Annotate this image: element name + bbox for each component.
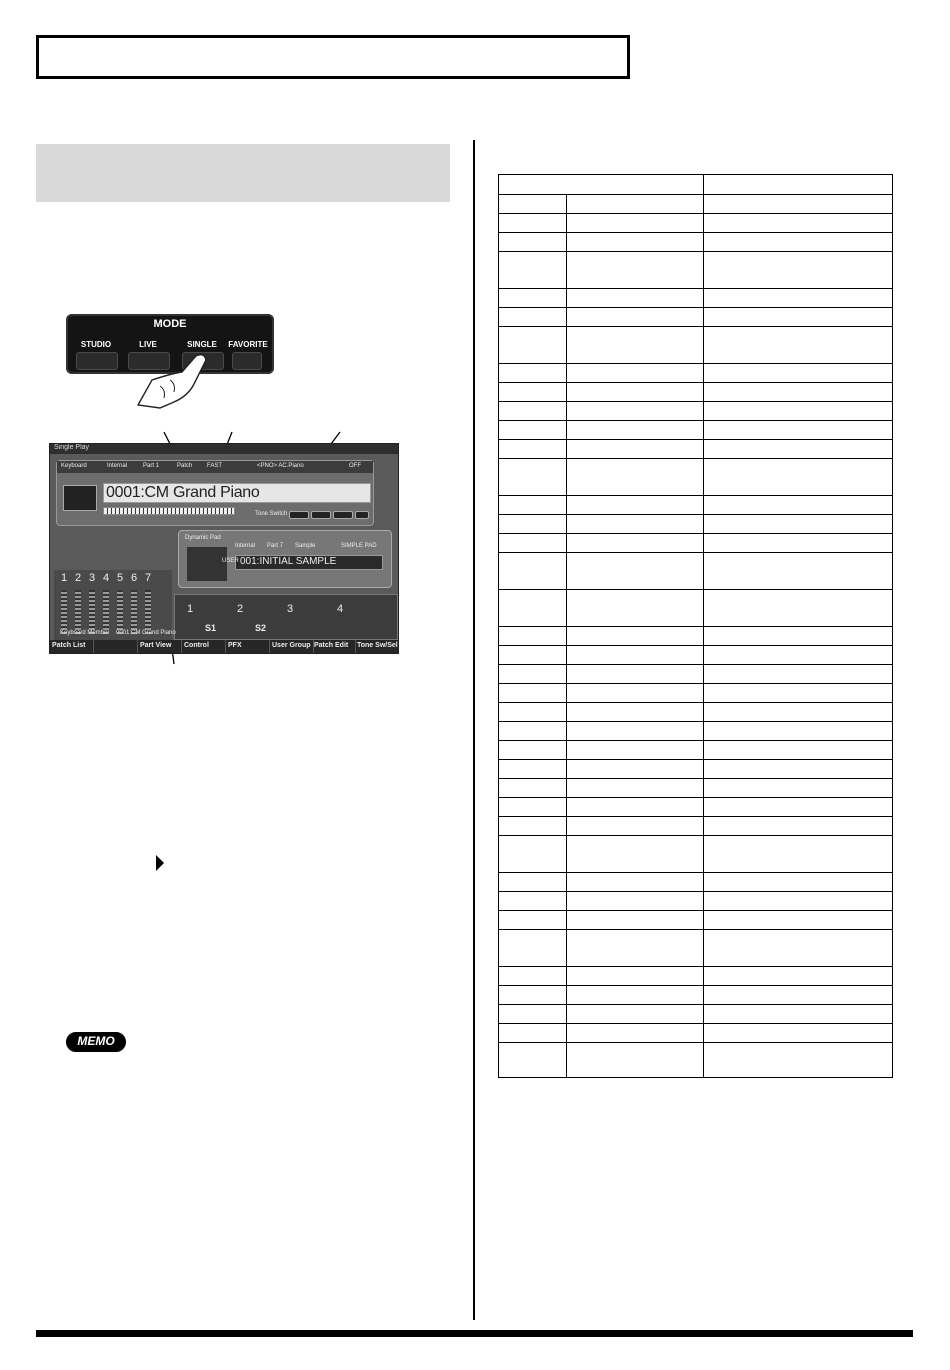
ctrl-value-4[interactable]: 4 bbox=[337, 603, 344, 615]
fader-2[interactable] bbox=[75, 590, 81, 634]
f3-key[interactable] bbox=[138, 640, 182, 653]
f6-key[interactable] bbox=[270, 640, 314, 653]
mixer-part-4: 4 bbox=[102, 572, 110, 584]
ctrl-assign-s1[interactable]: S1 bbox=[205, 623, 217, 633]
pad-bank: USER bbox=[222, 558, 239, 564]
table-row bbox=[499, 665, 893, 684]
patch-name: 0001:CM Grand Piano bbox=[106, 484, 260, 501]
mixer-part-5: 5 bbox=[116, 572, 124, 584]
f5-label: PFX bbox=[228, 642, 242, 649]
table-header-cell bbox=[704, 175, 893, 195]
single-play-screen bbox=[49, 443, 399, 654]
table-row bbox=[499, 798, 893, 817]
table-row bbox=[499, 327, 893, 364]
table-row bbox=[499, 892, 893, 911]
favorite-label: FAVORITE bbox=[228, 340, 268, 349]
switch-value[interactable]: OFF bbox=[349, 463, 361, 469]
pad-set[interactable]: SIMPLE PAD bbox=[341, 543, 377, 549]
mini-keyboard bbox=[103, 507, 235, 515]
screen-titlebar bbox=[50, 444, 398, 454]
memo-badge bbox=[66, 1032, 126, 1052]
table-header-cell bbox=[499, 175, 704, 195]
chapter-header-box bbox=[36, 35, 630, 79]
table-row bbox=[499, 252, 893, 289]
patch-name-field[interactable] bbox=[103, 483, 371, 503]
fader-1[interactable] bbox=[61, 590, 67, 634]
source-value[interactable]: Internal bbox=[107, 463, 128, 469]
controller-area bbox=[174, 594, 398, 640]
f1-label: Patch List bbox=[52, 642, 86, 649]
tone-switch-1[interactable] bbox=[289, 511, 309, 519]
table-row bbox=[499, 779, 893, 798]
mixer-part-7: 7 bbox=[144, 572, 152, 584]
mode-title: MODE bbox=[153, 318, 187, 330]
table-row bbox=[499, 967, 893, 986]
favorite-button[interactable] bbox=[232, 352, 262, 370]
pointing-hand-icon bbox=[130, 350, 220, 410]
table-row bbox=[499, 496, 893, 515]
keyboard-panel-header bbox=[57, 461, 373, 473]
screen-title: Single Play bbox=[54, 444, 90, 451]
tone-switch-2[interactable] bbox=[311, 511, 331, 519]
mixer-part-6: 6 bbox=[130, 572, 138, 584]
table-row bbox=[499, 1024, 893, 1043]
table-row bbox=[499, 534, 893, 553]
pad-image bbox=[187, 547, 227, 581]
mixer-part-2: 2 bbox=[74, 572, 82, 584]
kind-value[interactable]: Patch bbox=[177, 463, 193, 469]
f7-label: Patch Edit bbox=[314, 642, 349, 649]
table-row bbox=[499, 911, 893, 930]
column-divider bbox=[473, 140, 475, 1320]
bottom-rule bbox=[36, 1330, 913, 1337]
table-row bbox=[499, 760, 893, 779]
table-row bbox=[499, 836, 893, 873]
dynamic-pad-panel bbox=[178, 530, 392, 588]
table-row bbox=[499, 553, 893, 590]
table-row bbox=[499, 421, 893, 440]
tone-switch-3[interactable] bbox=[333, 511, 353, 519]
table-row bbox=[499, 233, 893, 252]
table-header-row bbox=[499, 175, 893, 195]
pad-name: 001:INITIAL SAMPLE bbox=[240, 556, 337, 567]
table-row bbox=[499, 289, 893, 308]
pad-kind[interactable]: Sample bbox=[295, 543, 316, 549]
fader-6[interactable] bbox=[131, 590, 137, 634]
table-row bbox=[499, 440, 893, 459]
table-row bbox=[499, 402, 893, 421]
keyboard-panel bbox=[56, 460, 374, 526]
tone-switch-4[interactable] bbox=[355, 511, 369, 519]
tone-switch-label: Tone Switch bbox=[255, 511, 288, 517]
ctrl-value-1[interactable]: 1 bbox=[187, 603, 194, 615]
f6-label: User Group bbox=[272, 642, 311, 649]
mixer-part-3: 3 bbox=[88, 572, 96, 584]
mixer-part-1: 1 bbox=[60, 572, 68, 584]
pad-source[interactable]: Internal bbox=[235, 543, 256, 549]
table-row bbox=[499, 817, 893, 836]
part-value[interactable]: Part 1 bbox=[143, 463, 160, 469]
table-row bbox=[499, 1043, 893, 1078]
fader-5[interactable] bbox=[117, 590, 123, 634]
fader-7[interactable] bbox=[145, 590, 151, 634]
live-label: LIVE bbox=[139, 340, 157, 349]
status-line: Keyboard Member bbox=[60, 630, 110, 636]
table-row bbox=[499, 459, 893, 496]
f4-key[interactable] bbox=[182, 640, 226, 653]
section-title-band bbox=[36, 144, 450, 202]
f4-label: Control bbox=[184, 642, 209, 649]
table-row bbox=[499, 364, 893, 383]
ctrl-assign-s2[interactable]: S2 bbox=[255, 623, 267, 633]
table-row bbox=[499, 627, 893, 646]
table-row bbox=[499, 195, 893, 214]
table-row bbox=[499, 214, 893, 233]
pad-name-field[interactable] bbox=[222, 555, 383, 570]
f7-key[interactable] bbox=[312, 640, 356, 653]
f3-label: Part View bbox=[140, 642, 172, 649]
pad-part[interactable]: Part 7 bbox=[267, 543, 284, 549]
f8-label: Tone Sw/Sel bbox=[357, 642, 398, 649]
fader-3[interactable] bbox=[89, 590, 95, 634]
studio-button[interactable] bbox=[76, 352, 118, 370]
table-row bbox=[499, 383, 893, 402]
fader-4[interactable] bbox=[103, 590, 109, 634]
table-row bbox=[499, 930, 893, 967]
category-value[interactable]: <PNO> AC.Piano bbox=[257, 463, 304, 469]
table-row bbox=[499, 873, 893, 892]
status-patch: 0001:CM Grand Piano bbox=[116, 630, 176, 636]
patch-image bbox=[63, 485, 97, 511]
f8-key[interactable] bbox=[355, 640, 398, 653]
table-row bbox=[499, 646, 893, 665]
keyboard-label: Keyboard bbox=[61, 463, 87, 469]
table-row bbox=[499, 684, 893, 703]
studio-label: STUDIO bbox=[80, 340, 112, 349]
single-label: SINGLE bbox=[187, 340, 217, 349]
table-row bbox=[499, 986, 893, 1005]
table-row bbox=[499, 703, 893, 722]
memo-label: MEMO bbox=[77, 1034, 115, 1048]
table-row bbox=[499, 741, 893, 760]
table-row bbox=[499, 1005, 893, 1024]
table-row bbox=[499, 515, 893, 534]
ctrl-value-3[interactable]: 3 bbox=[287, 603, 294, 615]
table-row bbox=[499, 722, 893, 741]
table-row bbox=[499, 308, 893, 327]
table-row bbox=[499, 590, 893, 627]
pad-label: Dynamic Pad bbox=[185, 535, 221, 541]
ctrl-value-2[interactable]: 2 bbox=[237, 603, 244, 615]
arrow-right-icon bbox=[156, 855, 164, 871]
f1-key[interactable] bbox=[50, 640, 94, 653]
access-value[interactable]: FAST bbox=[207, 463, 223, 469]
function-key-bar bbox=[50, 640, 398, 653]
parameter-table bbox=[498, 174, 893, 1078]
f2-key[interactable] bbox=[94, 640, 138, 653]
f5-key[interactable] bbox=[226, 640, 270, 653]
